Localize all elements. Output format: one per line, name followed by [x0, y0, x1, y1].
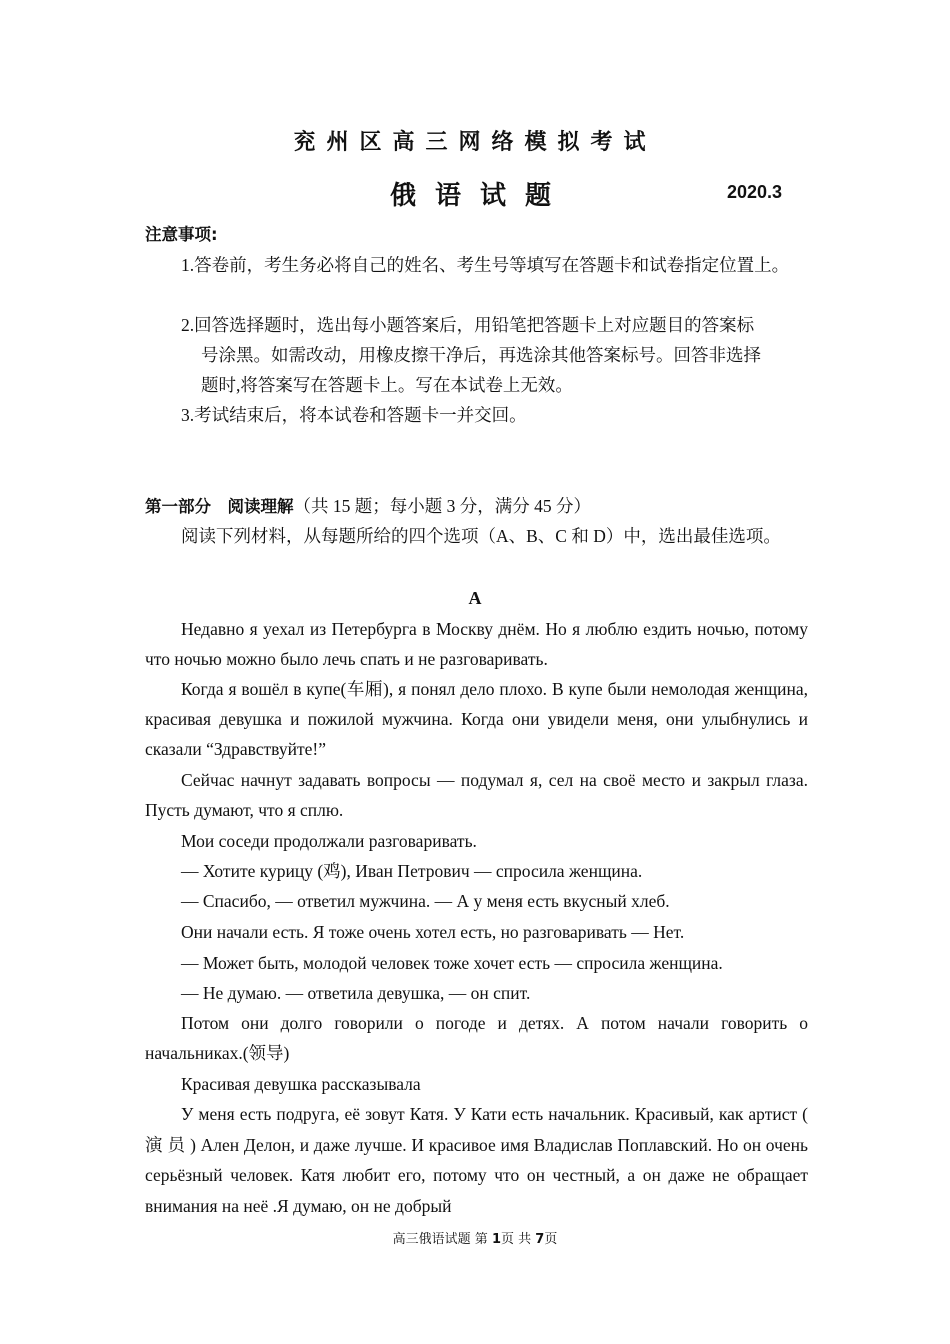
passage-paragraph-3: Сейчас начнут задавать вопросы — подумал я, сел на своё место и закрыл глаза. Пусть думают, что я сплю. — [145, 770, 808, 820]
note-item-2-line-3: 题时,将答案写在答题卡上。写在本试卷上无效。 — [201, 375, 573, 395]
footer-middle: 页 共 — [500, 1232, 532, 1247]
footer-suffix: 页 — [544, 1232, 558, 1247]
footer-prefix: 高三俄语试题 第 — [392, 1232, 488, 1247]
subject-title: 俄语试题 — [390, 181, 571, 211]
passage-paragraph-5: — Хотите курицу (鸡), Иван Петрович — спросила женщина. — [181, 861, 643, 881]
page-footer — [0, 1228, 950, 1247]
passage-paragraph-9: — Не думаю. — ответила девушка, — он спит. — [181, 983, 531, 1003]
notes-heading: 注意事项: — [145, 225, 218, 244]
passage-label: A — [468, 588, 482, 608]
passage-paragraph-12: У меня есть подруга, её зовут Катя. У Кати есть начальник. Красивый, как артист ( 演 员 ) Ален Делон, и даже лучше. И красивое имя Владислав Поплавский. Но он очень серьёзный человек. Катя любит его, потому что он честный, а он даже не обращает внимания на неё .Я думаю, он не добрый — [145, 1104, 808, 1216]
passage-paragraph-11: Красивая девушка рассказывала — [181, 1074, 421, 1094]
passage-paragraph-10: Потом они долго говорили о погоде и детях. А потом начали говорить о начальниках.(领导) — [145, 1013, 808, 1063]
section-heading-scoring: （共 15 题；每小题 3 分，满分 45 分） — [293, 496, 591, 516]
note-item-2-line-2: 号涂黑。如需改动，用橡皮擦干净后，再选涂其他答案标号。回答非选择 — [201, 345, 761, 365]
note-item-2-line-1: 2.回答选择题时，选出每小题答案后，用铅笔把答题卡上对应题目的答案标 — [181, 315, 755, 335]
section-instruction: 阅读下列材料，从每题所给的四个选项（A、B、C 和 D）中，选出最佳选项。 — [181, 526, 781, 546]
passage-paragraph-6: — Спасибо, — ответил мужчина. — А у меня есть вкусный хлеб. — [181, 891, 670, 911]
exam-title: 兖州区高三网络模拟考试 — [293, 130, 657, 155]
passage-paragraph-7: Они начали есть. Я тоже очень хотел есть, но разговаривать — Нет. — [181, 922, 685, 942]
footer-total-pages: 7 — [535, 1232, 545, 1247]
passage-paragraph-4: Мои соседи продолжали разговаривать. — [181, 831, 477, 851]
passage-paragraph-2: Когда я вошёл в купе(车厢), я понял дело плохо. В купе были немолодая женщина, красивая девушка и пожилой мужчина. Когда они увидели меня, они улыбнулись и сказали “Здравствуйте!” — [145, 679, 808, 759]
section-heading-title: 第一部分 阅读理解 — [145, 497, 294, 516]
passage-paragraph-8: — Может быть, молодой человек тоже хочет есть — спросила женщина. — [181, 953, 723, 973]
section-heading — [145, 491, 808, 522]
note-item-3: 3.考试结束后，将本试卷和答题卡一并交回。 — [181, 405, 527, 425]
passage-paragraph-1: Недавно я уехал из Петербурга в Москву днём. Но я люблю ездить ночью, потому что ночью можно было лечь спать и не разговаривать. — [145, 619, 808, 669]
note-item-1: 1.答卷前，考生务必将自己的姓名、考生号等填写在答题卡和试卷指定位置上。 — [181, 255, 790, 275]
exam-date: 2020.3 — [727, 182, 783, 202]
footer-page-number: 1 — [491, 1232, 501, 1247]
